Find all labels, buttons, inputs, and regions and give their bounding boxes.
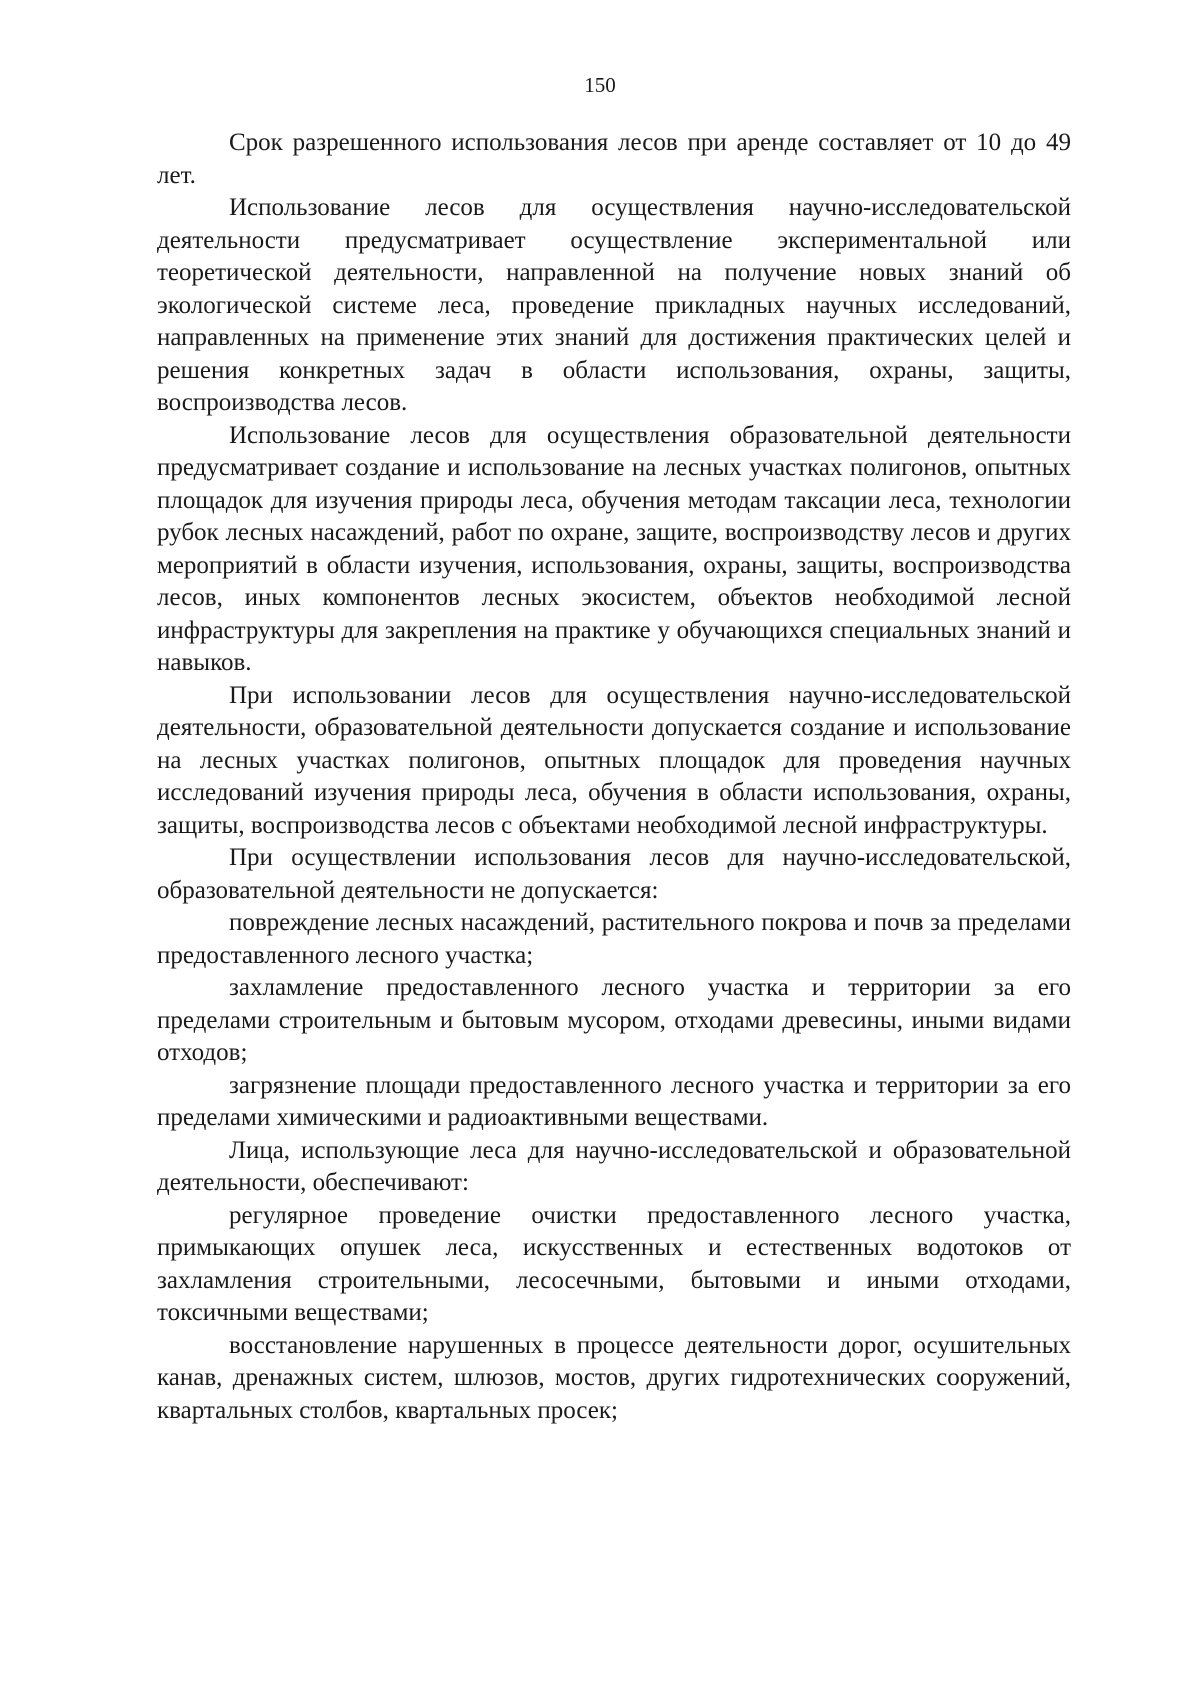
paragraph-research-use: Использование лесов для осуществления научно-исследовательской деятельности предусматривает осуществление экспериментальной или теоретической деятельности, направленной на получение новых знаний об экологической системе леса, проведение прикладных научных исследований, направленных на применение этих знаний для достижения практических целей и решения конкретных задач в области использования, охраны, защиты, воспроизводства лесов. xyxy=(157,194,1071,416)
paragraph-obligation-restoration: восстановление нарушенных в процессе деятельности дорог, осушительных канав, дренажных систем, шлюзов, мостов, других гидротехнических сооружений, квартальных столбов, квартальных просек; xyxy=(157,1331,1071,1424)
paragraph-lease-term: Срок разрешенного использования лесов при аренде составляет от 10 до 49 лет. xyxy=(157,129,1071,189)
paragraph-prohibitions-intro: При осуществлении использования лесов для научно-исследовательской, образовательной деятельности не допускается: xyxy=(157,844,1071,904)
paragraph-obligations-intro: Лица, использующие леса для научно-исследовательской и образовательной деятельности, обеспечивают: xyxy=(157,1136,1071,1196)
document-body xyxy=(157,127,1071,1427)
paragraph-prohibition-damage: повреждение лесных насаждений, растительного покрова и почв за пределами предоставленного лесного участка; xyxy=(157,909,1071,969)
paragraph-allowed-facilities: При использовании лесов для осуществления научно-исследовательской деятельности, образовательной деятельности допускается создание и использование на лесных участках полигонов, опытных площадок для проведения научных исследований изучения природы леса, обучения в области использования, охраны, защиты, воспроизводства лесов с объектами необходимой лесной инфраструктуры. xyxy=(157,681,1071,839)
paragraph-obligation-cleaning: регулярное проведение очистки предоставленного лесного участка, примыкающих опушек леса, искусственных и естественных водотоков от захламления строительными, лесосечными, бытовыми и иными отходами, токсичными веществами; xyxy=(157,1201,1071,1326)
paragraph-prohibition-pollution: загрязнение площади предоставленного лесного участка и территории за его пределами химическими и радиоактивными веществами. xyxy=(157,1071,1071,1131)
paragraph-prohibition-littering: захламление предоставленного лесного участка и территории за его пределами строительным и бытовым мусором, отходами древесины, иными видами отходов; xyxy=(157,974,1071,1066)
paragraph-educational-use: Использование лесов для осуществления образовательной деятельности предусматривает создание и использование на лесных участках полигонов, опытных площадок для изучения природы леса, обучения методам таксации леса, технологии рубок лесных насаждений, работ по охране, защите, воспроизводству лесов и других мероприятий в области изучения, использования, охраны, защиты, воспроизводства лесов, иных компонентов лесных экосистем, объектов необходимой лесной инфраструктуры для закрепления на практике у обучающихся специальных знаний и навыков. xyxy=(157,421,1071,676)
page-number: 150 xyxy=(584,73,616,97)
